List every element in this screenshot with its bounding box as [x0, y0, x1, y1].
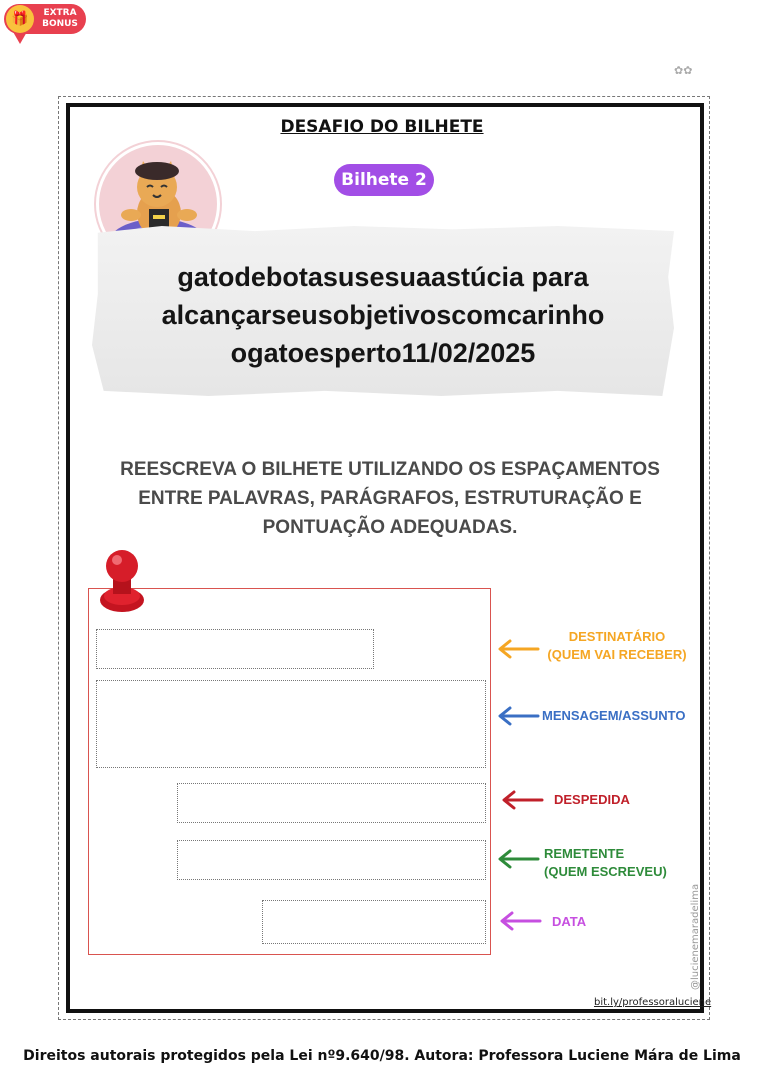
author-handle: @lucienemaradelima [690, 883, 701, 990]
destinatario-label-line-1: DESTINATÁRIO [568, 629, 666, 644]
destinatario-label-line-2: (QUEM VAI RECEBER) [547, 647, 687, 662]
note-line-1: gatodebotasusesuaastúcia para [177, 262, 589, 292]
badge-line-2: BONUS [42, 19, 78, 29]
despedida-field[interactable] [177, 783, 486, 823]
instruction-line-2: ENTRE PALAVRAS, PARÁGRAFOS, ESTRUTURAÇÃO E [138, 488, 642, 509]
page-title: DESAFIO DO BILHETE [280, 117, 484, 137]
remetente-arrow-icon [496, 849, 540, 869]
despedida-label: DESPEDIDA [554, 792, 630, 807]
note-line-2: alcançarseusobjetivoscomcarinho [161, 300, 605, 330]
push-pin-icon [96, 548, 152, 616]
gift-icon: 🎁 [6, 5, 34, 33]
brand-logo-icon: ✿✿ [674, 64, 693, 77]
data-field[interactable] [262, 900, 486, 944]
author-link[interactable]: bit.ly/professoraluciene [594, 997, 712, 1008]
badge-text [36, 8, 84, 30]
instruction-line-1: REESCREVA O BILHETE UTILIZANDO OS ESPAÇAMENTOS [120, 459, 660, 480]
remetente-label-line-2: (QUEM ESCREVEU) [544, 864, 667, 879]
instruction-line-3: PONTUAÇÃO ADEQUADAS. [262, 517, 518, 538]
remetente-label [544, 845, 684, 881]
note-line-3: ogatoesperto11/02/2025 [230, 338, 536, 368]
data-label: DATA [552, 914, 587, 929]
despedida-arrow-icon [500, 790, 544, 810]
remetente-label-line-1: REMETENTE [544, 846, 625, 861]
bilhete-number-pill: Bilhete 2 [334, 164, 434, 196]
remetente-field[interactable] [177, 840, 486, 880]
mensagem-field[interactable] [96, 680, 486, 768]
destinatario-label [542, 628, 692, 664]
destinatario-arrow-icon [496, 639, 540, 659]
destinatario-field[interactable] [96, 629, 374, 669]
instruction-text [80, 455, 700, 542]
copyright-footer: Direitos autorais protegidos pela Lei nº9.640/98. Autora: Professora Luciene Mára de Lima [23, 1048, 741, 1064]
note-text [92, 258, 674, 372]
extra-bonus-badge [4, 4, 86, 34]
mensagem-arrow-icon [496, 706, 540, 726]
badge-line-1: EXTRA [43, 8, 77, 18]
data-arrow-icon [498, 911, 542, 931]
mensagem-label: MENSAGEM/ASSUNTO [542, 708, 686, 723]
